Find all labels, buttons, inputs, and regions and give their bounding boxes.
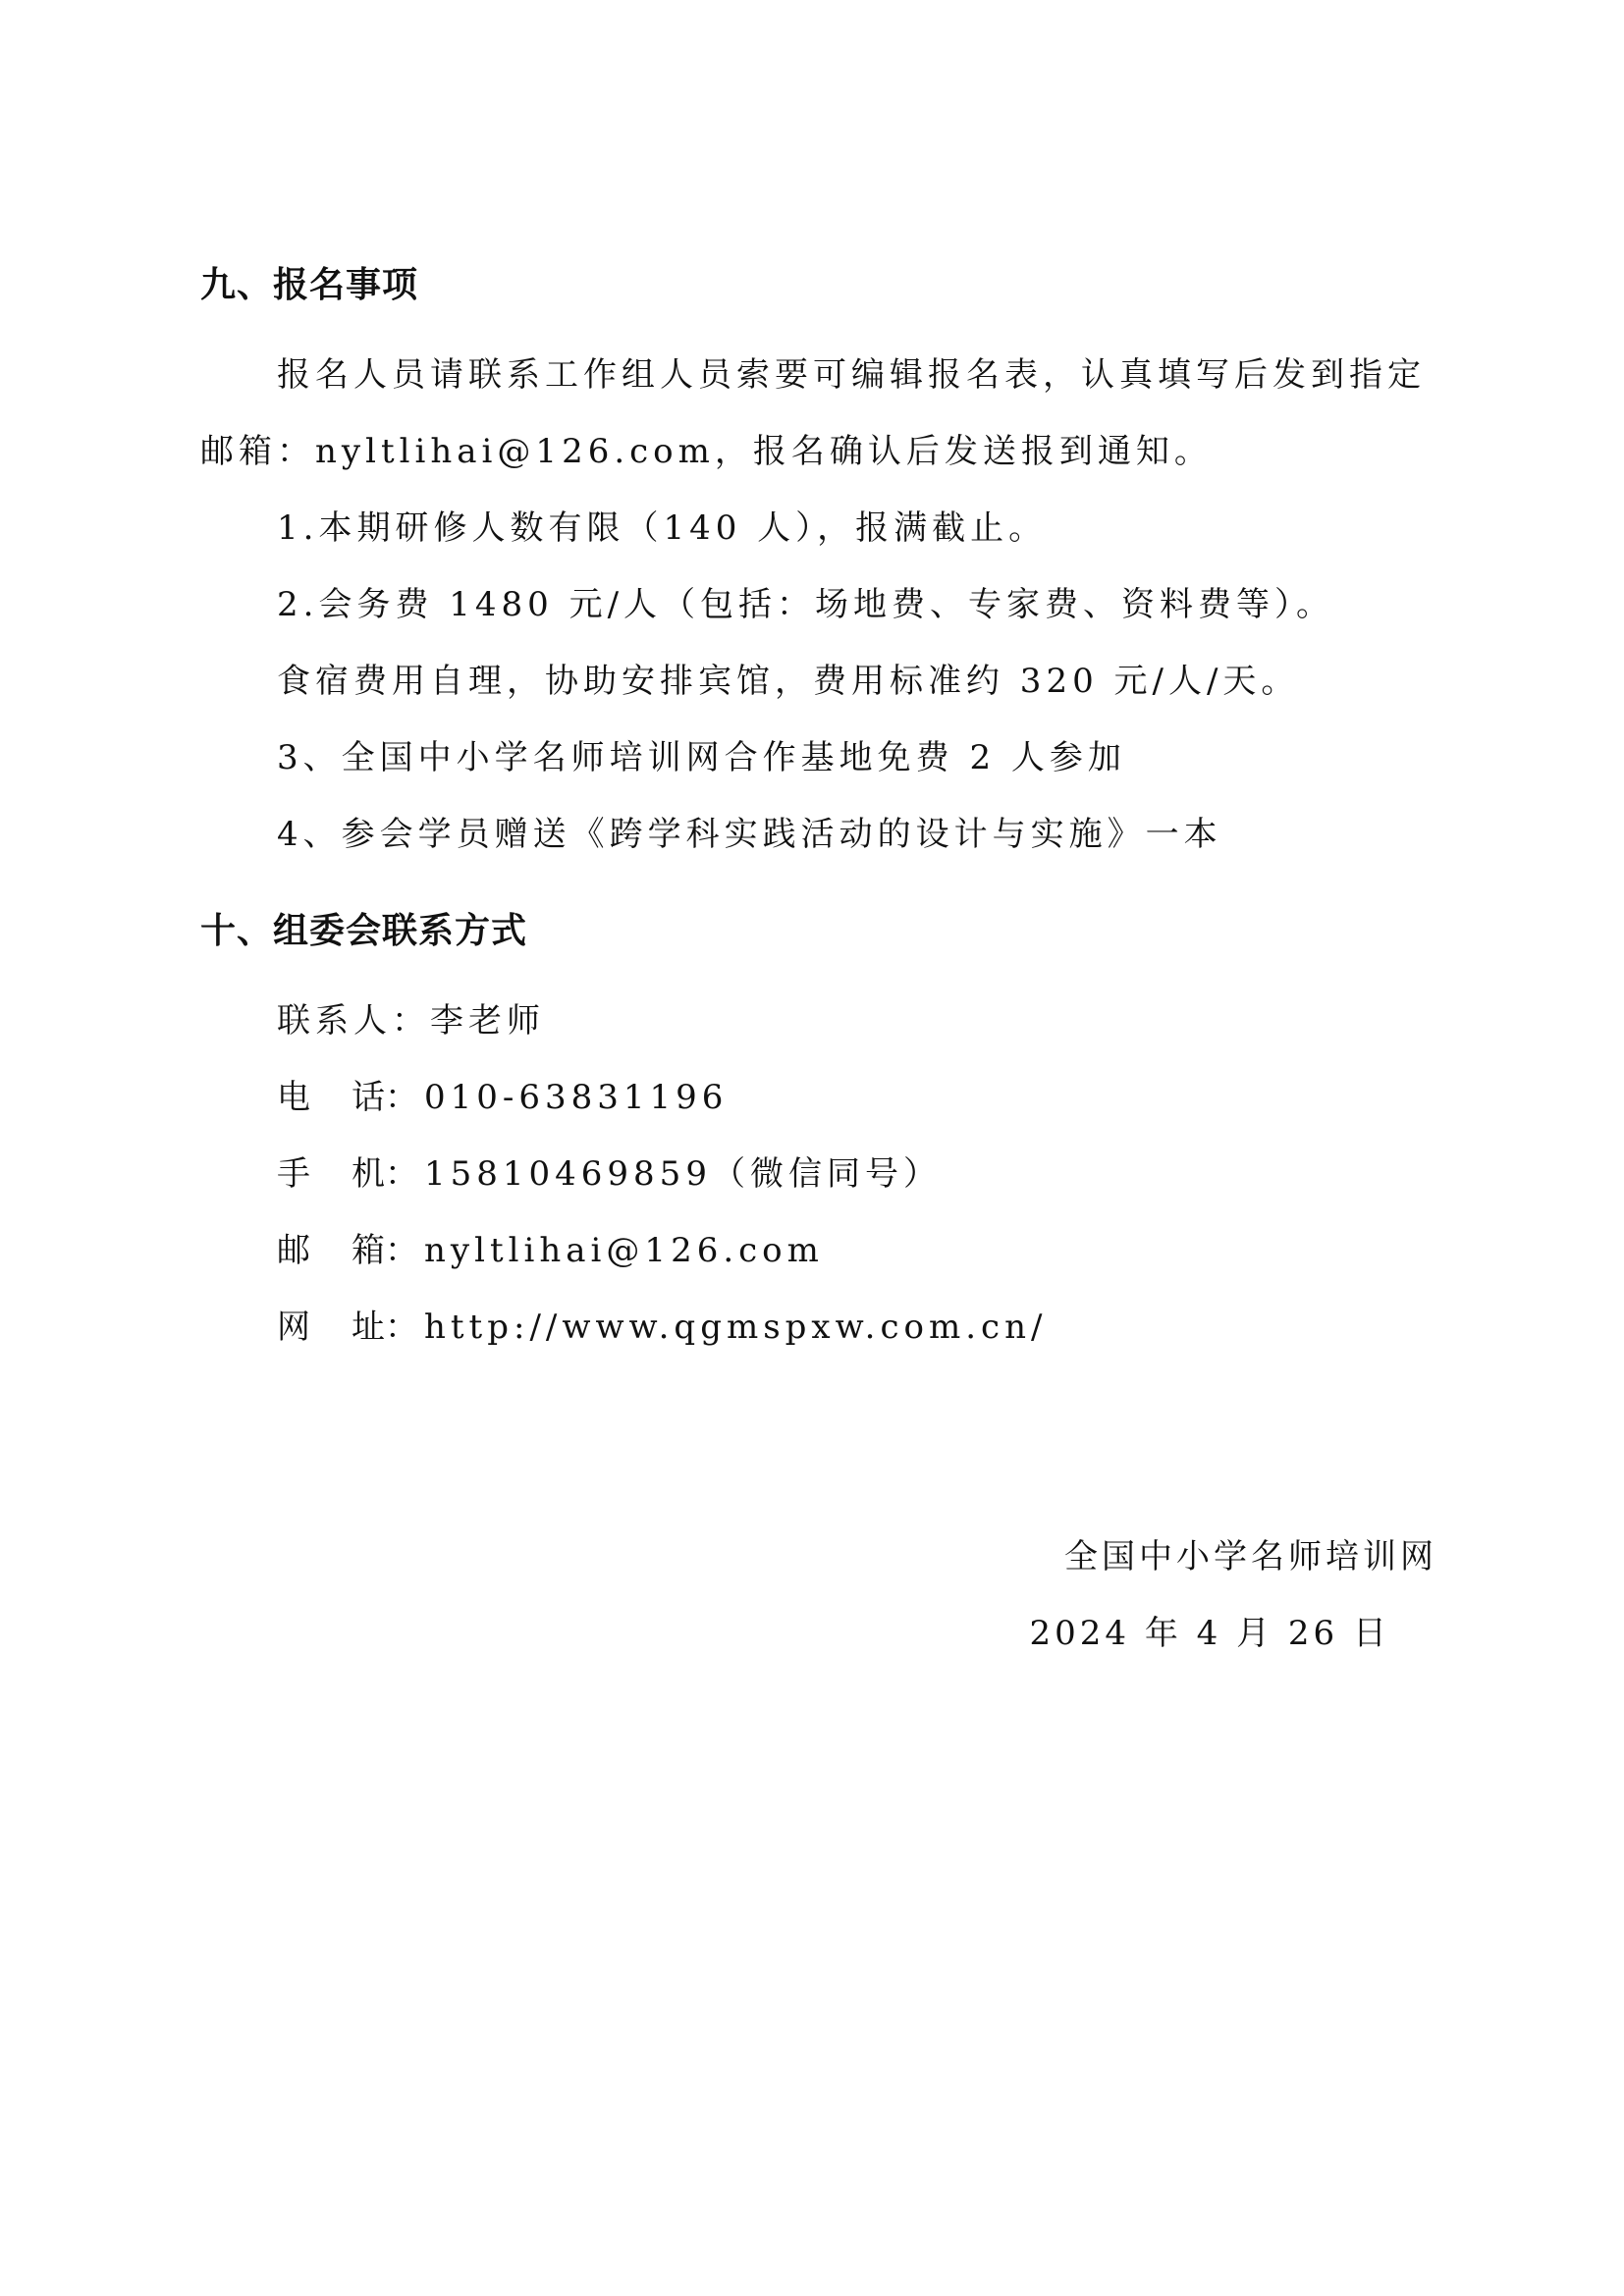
contact-person: 联系人：李老师 bbox=[277, 1001, 545, 1041]
registration-item-2: 2.会务费 1480 元/人（包括：场地费、专家费、资料费等）。 bbox=[277, 585, 1335, 624]
contact-website-label-char: 网 bbox=[277, 1308, 310, 1347]
contact-mobile-label-suffix: 机： bbox=[352, 1154, 418, 1194]
contact-website-value: http://www.qgmspxw.com.cn/ bbox=[424, 1308, 1048, 1347]
contact-phone-row bbox=[277, 1070, 728, 1118]
contact-website-label-suffix: 址： bbox=[352, 1308, 418, 1347]
contact-mobile-row bbox=[277, 1147, 942, 1195]
contact-email-label-suffix: 箱： bbox=[352, 1231, 418, 1270]
registration-item-4: 4、参会学员赠送《跨学科实践活动的设计与实施》一本 bbox=[277, 815, 1222, 854]
signature-organization: 全国中小学名师培训网 bbox=[1064, 1537, 1437, 1576]
registration-item-3: 3、全国中小学名师培训网合作基地免费 2 人参加 bbox=[277, 738, 1126, 777]
contact-phone-label-char: 电 bbox=[277, 1078, 310, 1117]
contact-email-row bbox=[277, 1223, 824, 1271]
contact-email-label bbox=[277, 1223, 424, 1271]
contact-email-value: nyltlihai@126.com bbox=[424, 1231, 824, 1270]
registration-item-1: 1.本期研修人数有限（140 人），报满截止。 bbox=[277, 508, 1048, 548]
contact-mobile-label-char: 手 bbox=[277, 1154, 310, 1194]
section-9-title: 九、报名事项 bbox=[200, 265, 419, 305]
registration-paragraph-line-1: 报名人员请联系工作组人员索要可编辑报名表，认真填写后发到指定 bbox=[277, 355, 1426, 395]
contact-phone-label-suffix: 话： bbox=[352, 1078, 418, 1117]
contact-phone-label bbox=[277, 1070, 424, 1118]
contact-website-row bbox=[277, 1300, 1047, 1348]
registration-paragraph-line-2: 邮箱：nyltlihai@126.com，报名确认后发送报到通知。 bbox=[200, 432, 1213, 471]
contact-email-label-char: 邮 bbox=[277, 1231, 310, 1270]
contact-mobile-label bbox=[277, 1147, 424, 1195]
contact-website-label bbox=[277, 1300, 424, 1348]
section-10-title: 十、组委会联系方式 bbox=[200, 911, 528, 951]
registration-item-2-note: 食宿费用自理，协助安排宾馆，费用标准约 320 元/人/天。 bbox=[277, 662, 1300, 701]
contact-mobile-value: 15810469859（微信同号） bbox=[424, 1154, 942, 1194]
signature-date: 2024 年 4 月 26 日 bbox=[1029, 1614, 1390, 1653]
contact-phone-value: 010-63831196 bbox=[424, 1078, 729, 1117]
